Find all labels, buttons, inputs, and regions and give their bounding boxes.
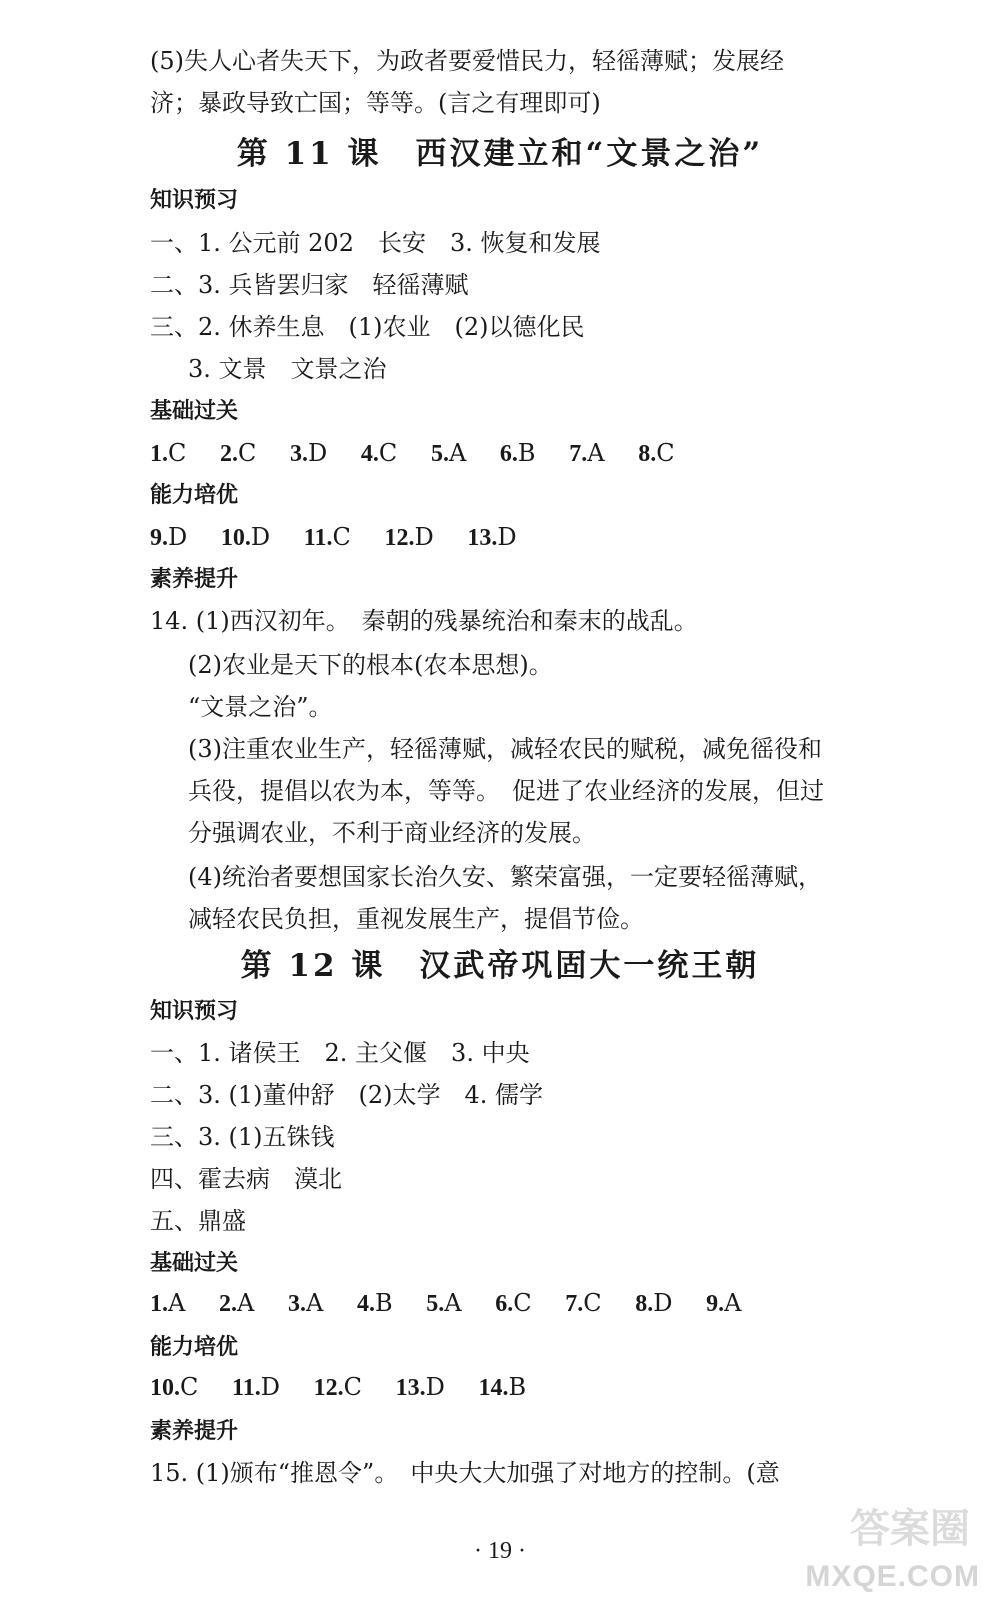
lesson-11-title: 第 11 课 西汉建立和“文景之治”	[236, 136, 764, 172]
answer-item: 7.A	[569, 439, 605, 467]
answer-item: 4.B	[356, 1289, 393, 1317]
l11-basic-heading: 基础过关	[150, 399, 239, 424]
l12-basic-heading: 基础过关	[150, 1251, 239, 1276]
answer-item: 5.A	[426, 1289, 462, 1317]
l11-preview-line: 3. 文景 文景之治	[188, 355, 387, 383]
answer-item: 9.D	[150, 523, 188, 551]
answer-item: 3.A	[287, 1289, 324, 1317]
answer-item: 12.C	[313, 1373, 362, 1401]
answer-item: 11.C	[303, 523, 351, 551]
l12-ability-answers	[150, 1372, 552, 1403]
l12-ability-heading: 能力培优	[150, 1335, 239, 1360]
answer-item: 2.C	[220, 439, 257, 467]
l11-preview-line: 三、2. 休养生息 (1)农业 (2)以德化民	[150, 313, 585, 341]
l11-preview-heading: 知识预习	[150, 188, 239, 213]
l12-literacy-heading: 素养提升	[150, 1419, 239, 1444]
answer-item: 9.A	[706, 1289, 742, 1317]
answer-item: 10.C	[150, 1373, 199, 1401]
l12-preview-line: 二、3. (1)董仲舒 (2)太学 4. 儒学	[150, 1081, 544, 1109]
answer-item: 1.A	[150, 1289, 186, 1317]
answer-item: 13.D	[395, 1373, 445, 1401]
q14-line: (3)注重农业生产，轻徭薄赋，减轻农民的赋税，减免徭役和	[188, 735, 822, 763]
answer-item: 13.D	[467, 523, 517, 551]
l11-preview-line: 二、3. 兵皆罢归家 轻徭薄赋	[150, 271, 469, 299]
l11-literacy-heading: 素养提升	[150, 567, 239, 592]
l12-preview-heading: 知识预习	[150, 999, 239, 1024]
answer-item: 3.D	[290, 439, 328, 467]
answer-item: 12.D	[384, 523, 434, 551]
q14-line: 兵役，提倡以农为本，等等。 促进了农业经济的发展，但过	[188, 777, 824, 805]
answer-item: 8.D	[635, 1289, 673, 1317]
l11-basic-answers	[150, 438, 701, 469]
q14-line: (2)农业是天下的根本(农本思想)。	[188, 651, 553, 679]
l11-preview-line: 一、1. 公元前 202 长安 3. 恢复和发展	[150, 229, 601, 257]
watermark-site: MXQE.COM	[805, 1560, 980, 1593]
l11-ability-answers	[150, 522, 543, 553]
page-number: · 19 ·	[474, 1538, 526, 1564]
l12-preview-line: 四、霍去病 漠北	[150, 1165, 342, 1193]
answer-item: 6.C	[495, 1289, 532, 1317]
answer-item: 14.B	[478, 1373, 527, 1401]
q14-line: (4)统治者要想国家长治久安、繁荣富强，一定要轻徭薄赋，	[188, 863, 822, 891]
answer-item: 10.D	[220, 523, 271, 551]
q14-line: 分强调农业，不利于商业经济的发展。	[188, 819, 596, 847]
answer-item: 1.C	[150, 439, 187, 467]
watermark-logo-text: 答案圈	[850, 1506, 970, 1552]
answer-item: 4.C	[360, 439, 398, 467]
q14-line: 14. (1)西汉初年。 秦朝的残暴统治和秦末的战乱。	[150, 607, 698, 635]
answer-item: 8.C	[638, 439, 675, 467]
q14-line: “文景之治”。	[188, 693, 333, 721]
answer-item: 5.A	[430, 439, 467, 467]
intro-line-1: (5)失人心者失天下，为政者要爱惜民力，轻徭薄赋；发展经	[150, 47, 784, 75]
watermark-logo	[780, 1506, 980, 1594]
intro-line-2: 济；暴政导致亡国；等等。(言之有理即可)	[150, 89, 601, 117]
q14-line: 减轻农民负担，重视发展生产，提倡节俭。	[188, 905, 644, 933]
lesson-12-title: 第 12 课 汉武帝巩固大一统王朝	[240, 948, 760, 984]
l11-ability-heading: 能力培优	[150, 483, 239, 508]
l12-preview-line: 三、3. (1)五铢钱	[150, 1123, 335, 1151]
answer-item: 11.D	[232, 1373, 280, 1401]
l12-basic-answers	[150, 1288, 767, 1319]
l12-preview-line: 一、1. 诸侯王 2. 主父偃 3. 中央	[150, 1039, 530, 1067]
answer-item: 7.C	[565, 1289, 602, 1317]
q15-line: 15. (1)颁布“推恩令”。 中央大大加强了对地方的控制。(意	[150, 1459, 780, 1487]
answer-item: 2.A	[218, 1289, 255, 1317]
l12-preview-line: 五、鼎盛	[150, 1207, 246, 1235]
answer-item: 6.B	[499, 439, 536, 467]
